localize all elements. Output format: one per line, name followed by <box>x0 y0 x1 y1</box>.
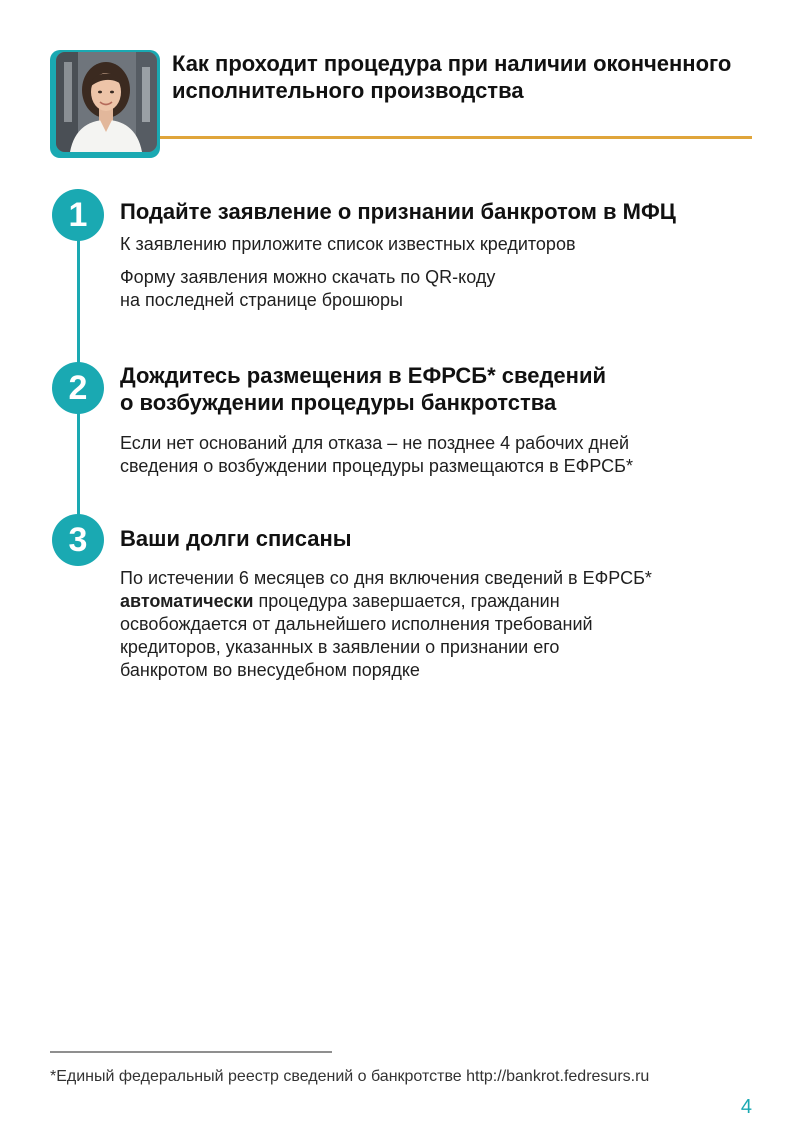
avatar <box>56 52 157 152</box>
step-3-text-line <box>120 590 760 613</box>
step-3-text-line: освобождается от дальнейшего исполнения требований <box>120 614 593 634</box>
step-1-text-line: Форму заявления можно скачать по QR-коду <box>120 267 496 287</box>
step-3-number: 3 <box>52 514 104 566</box>
step-3-text-line: По истечении 6 месяцев со дня включения сведений в ЕФРСБ* <box>120 568 652 588</box>
bold-emphasis: автоматически <box>120 591 254 611</box>
header-divider <box>160 136 752 139</box>
step-1-title: Подайте заявление о признании банкротом в МФЦ <box>120 199 676 224</box>
step-3-text-line: кредиторов, указанных в заявлении о признании его <box>120 637 560 657</box>
footnote: *Единый федеральный реестр сведений о банкротстве http://bankrot.fedresurs.ru <box>50 1068 650 1085</box>
step-3-text-rest: процедура завершается, гражданин <box>253 591 560 611</box>
step-2-number: 2 <box>52 362 104 414</box>
step-1-text-line: К заявлению приложите список известных кредиторов <box>120 234 576 254</box>
woman-portrait-icon <box>56 52 157 152</box>
step-1-text-line: на последней странице брошюры <box>120 290 403 310</box>
step-3-text-line: банкротом во внесудебном порядке <box>120 660 420 680</box>
page-title: Как проходит процедура при наличии оконченного исполнительного производства <box>172 51 732 103</box>
step-1-number: 1 <box>52 189 104 241</box>
step-2-text-line: Если нет оснований для отказа – не позднее 4 рабочих дней <box>120 433 630 453</box>
page-number: 4 <box>740 1096 752 1118</box>
step-3-title: Ваши долги списаны <box>120 526 352 551</box>
step-2-text-line: сведения о возбуждении процедуры размещаются в ЕФРСБ* <box>120 456 633 476</box>
step-2-title-line: о возбуждении процедуры банкротства <box>120 390 557 415</box>
step-2-title-line: Дождитесь размещения в ЕФРСБ* сведений <box>120 363 606 388</box>
footnote-divider <box>50 1051 332 1053</box>
